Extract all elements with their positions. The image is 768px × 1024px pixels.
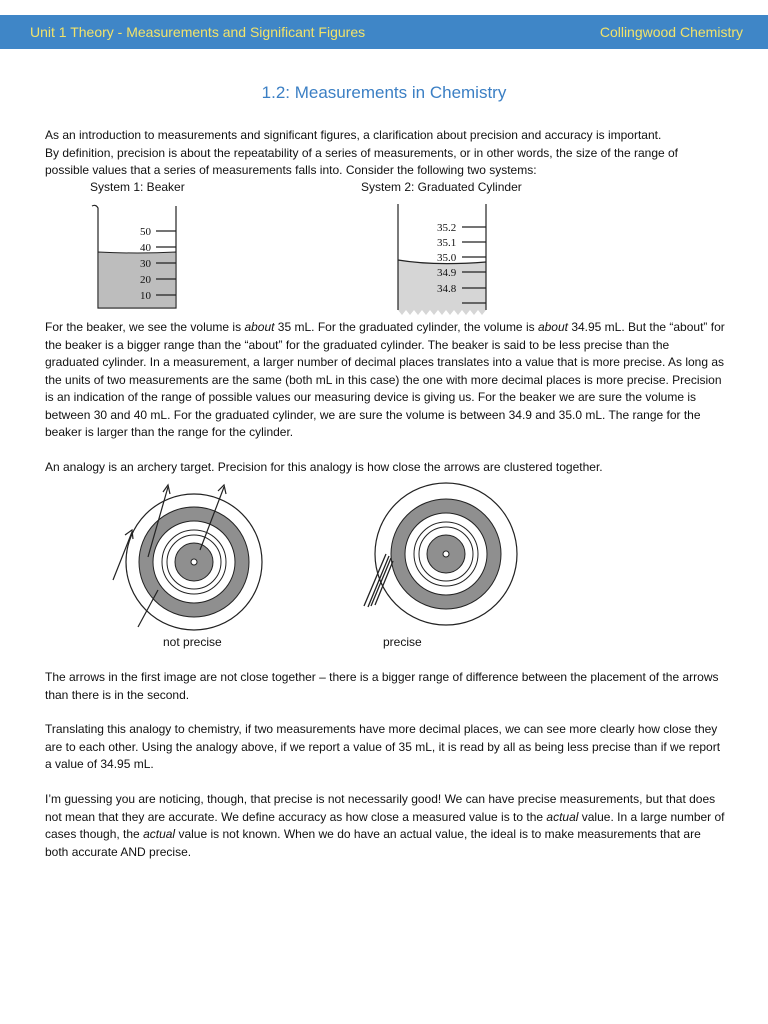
- translating-paragraph: Translating this analogy to chemistry, if two measurements have more decimal places, we can see more clearly how close they are to each other. Using the analogy above, if we report a value of 35 mL, it is read by all as being less precise than if we report a value of 34.95 mL.: [45, 722, 721, 771]
- cylinder-tick-label: 35.0: [437, 252, 457, 264]
- beaker-label: System 1: Beaker: [90, 180, 185, 194]
- header-course-name: Collingwood Chemistry: [599, 24, 743, 40]
- arrows-paragraph: The arrows in the first image are not close together – there is a bigger range of difference between the placement of the arrows than there is in the second.: [45, 670, 719, 702]
- para5-text: I’m guessing you are noticing, though, that precise is not necessarily good! We can have precise measurements, but that does not mean that they are accurate. We define accuracy as how close a measured value is to the: [45, 792, 716, 824]
- caption-not-precise: not precise: [163, 635, 222, 649]
- intro-line-2: By definition, precision is about the repeatability of a series of measurements, or in other words, the size of the range of possible values that a series of measurements falls into. Consider the following two systems:: [45, 145, 679, 177]
- beaker-tick-label: 20: [140, 274, 151, 286]
- cylinder-tick-label: 35.1: [437, 237, 457, 249]
- beaker-tick-label: 10: [140, 290, 151, 302]
- para5-text: value is not known. When we do have an actual value, the ideal is to make measurements that are both accurate AND precise.: [45, 827, 701, 859]
- intro-paragraph: [45, 127, 725, 180]
- cylinder-tick-label: 35.2: [437, 222, 457, 234]
- target-center: [191, 559, 197, 565]
- intro-line-1: As an introduction to measurements and significant figures, a clarification about precision and accuracy is important.: [45, 128, 662, 142]
- cylinder-figure: [394, 200, 494, 320]
- analogy-paragraph: An analogy is an archery target. Precision for this analogy is how close the arrows are clustered together.: [45, 460, 603, 474]
- caption-precise: precise: [383, 635, 422, 649]
- target-center: [443, 551, 449, 557]
- beaker-tick-label: 50: [140, 226, 151, 238]
- para2-text: For the beaker, we see the volume is: [45, 320, 245, 334]
- target-precise-figure: [360, 478, 520, 628]
- cylinder-tick-label: 34.9: [437, 267, 457, 279]
- beaker-cylinder-paragraph: [45, 319, 725, 442]
- para5-emphasis: actual: [143, 827, 176, 841]
- page-header: [0, 15, 768, 49]
- accuracy-paragraph: [45, 791, 725, 861]
- para2-text: 35 mL. For the graduated cylinder, the volume is: [274, 320, 538, 334]
- beaker-figure: [88, 200, 183, 315]
- cylinder-label: System 2: Graduated Cylinder: [361, 180, 522, 194]
- cylinder-tick-label: 34.8: [437, 283, 457, 295]
- para2-text: 34.95 mL. But the “about” for the beaker is a bigger range than the “about” for the graduated cylinder. The beaker is said to be less precise than the graduated cylinder. In a measurement, a larger number of decimal places translates into a value that is more precise. As long as the units of two measurements are the same (both mL in this case) the one with more decimal places is more precise. Precision is an indication of the range of possible values our measuring device is giving us. For the beaker we are sure the volume is between 30 and 40 mL. For the graduated cylinder, we are sure the volume is between 34.9 and 35.0 mL. The range for the beaker is larger than the range for the cylinder.: [45, 320, 725, 439]
- beaker-tick-label: 40: [140, 242, 151, 254]
- beaker-tick-label: 30: [140, 258, 151, 270]
- beaker-liquid: [98, 252, 176, 308]
- para5-emphasis: actual: [546, 809, 579, 824]
- para2-emphasis: about: [537, 320, 568, 334]
- para5-text: value. In a large number of cases though, the: [45, 809, 725, 841]
- header-unit-title: Unit 1 Theory - Measurements and Significant Figures: [30, 24, 366, 40]
- para2-emphasis: about: [244, 320, 275, 334]
- page-title: 1.2: Measurements in Chemistry: [261, 83, 507, 102]
- target-not-precise-figure: [108, 482, 268, 632]
